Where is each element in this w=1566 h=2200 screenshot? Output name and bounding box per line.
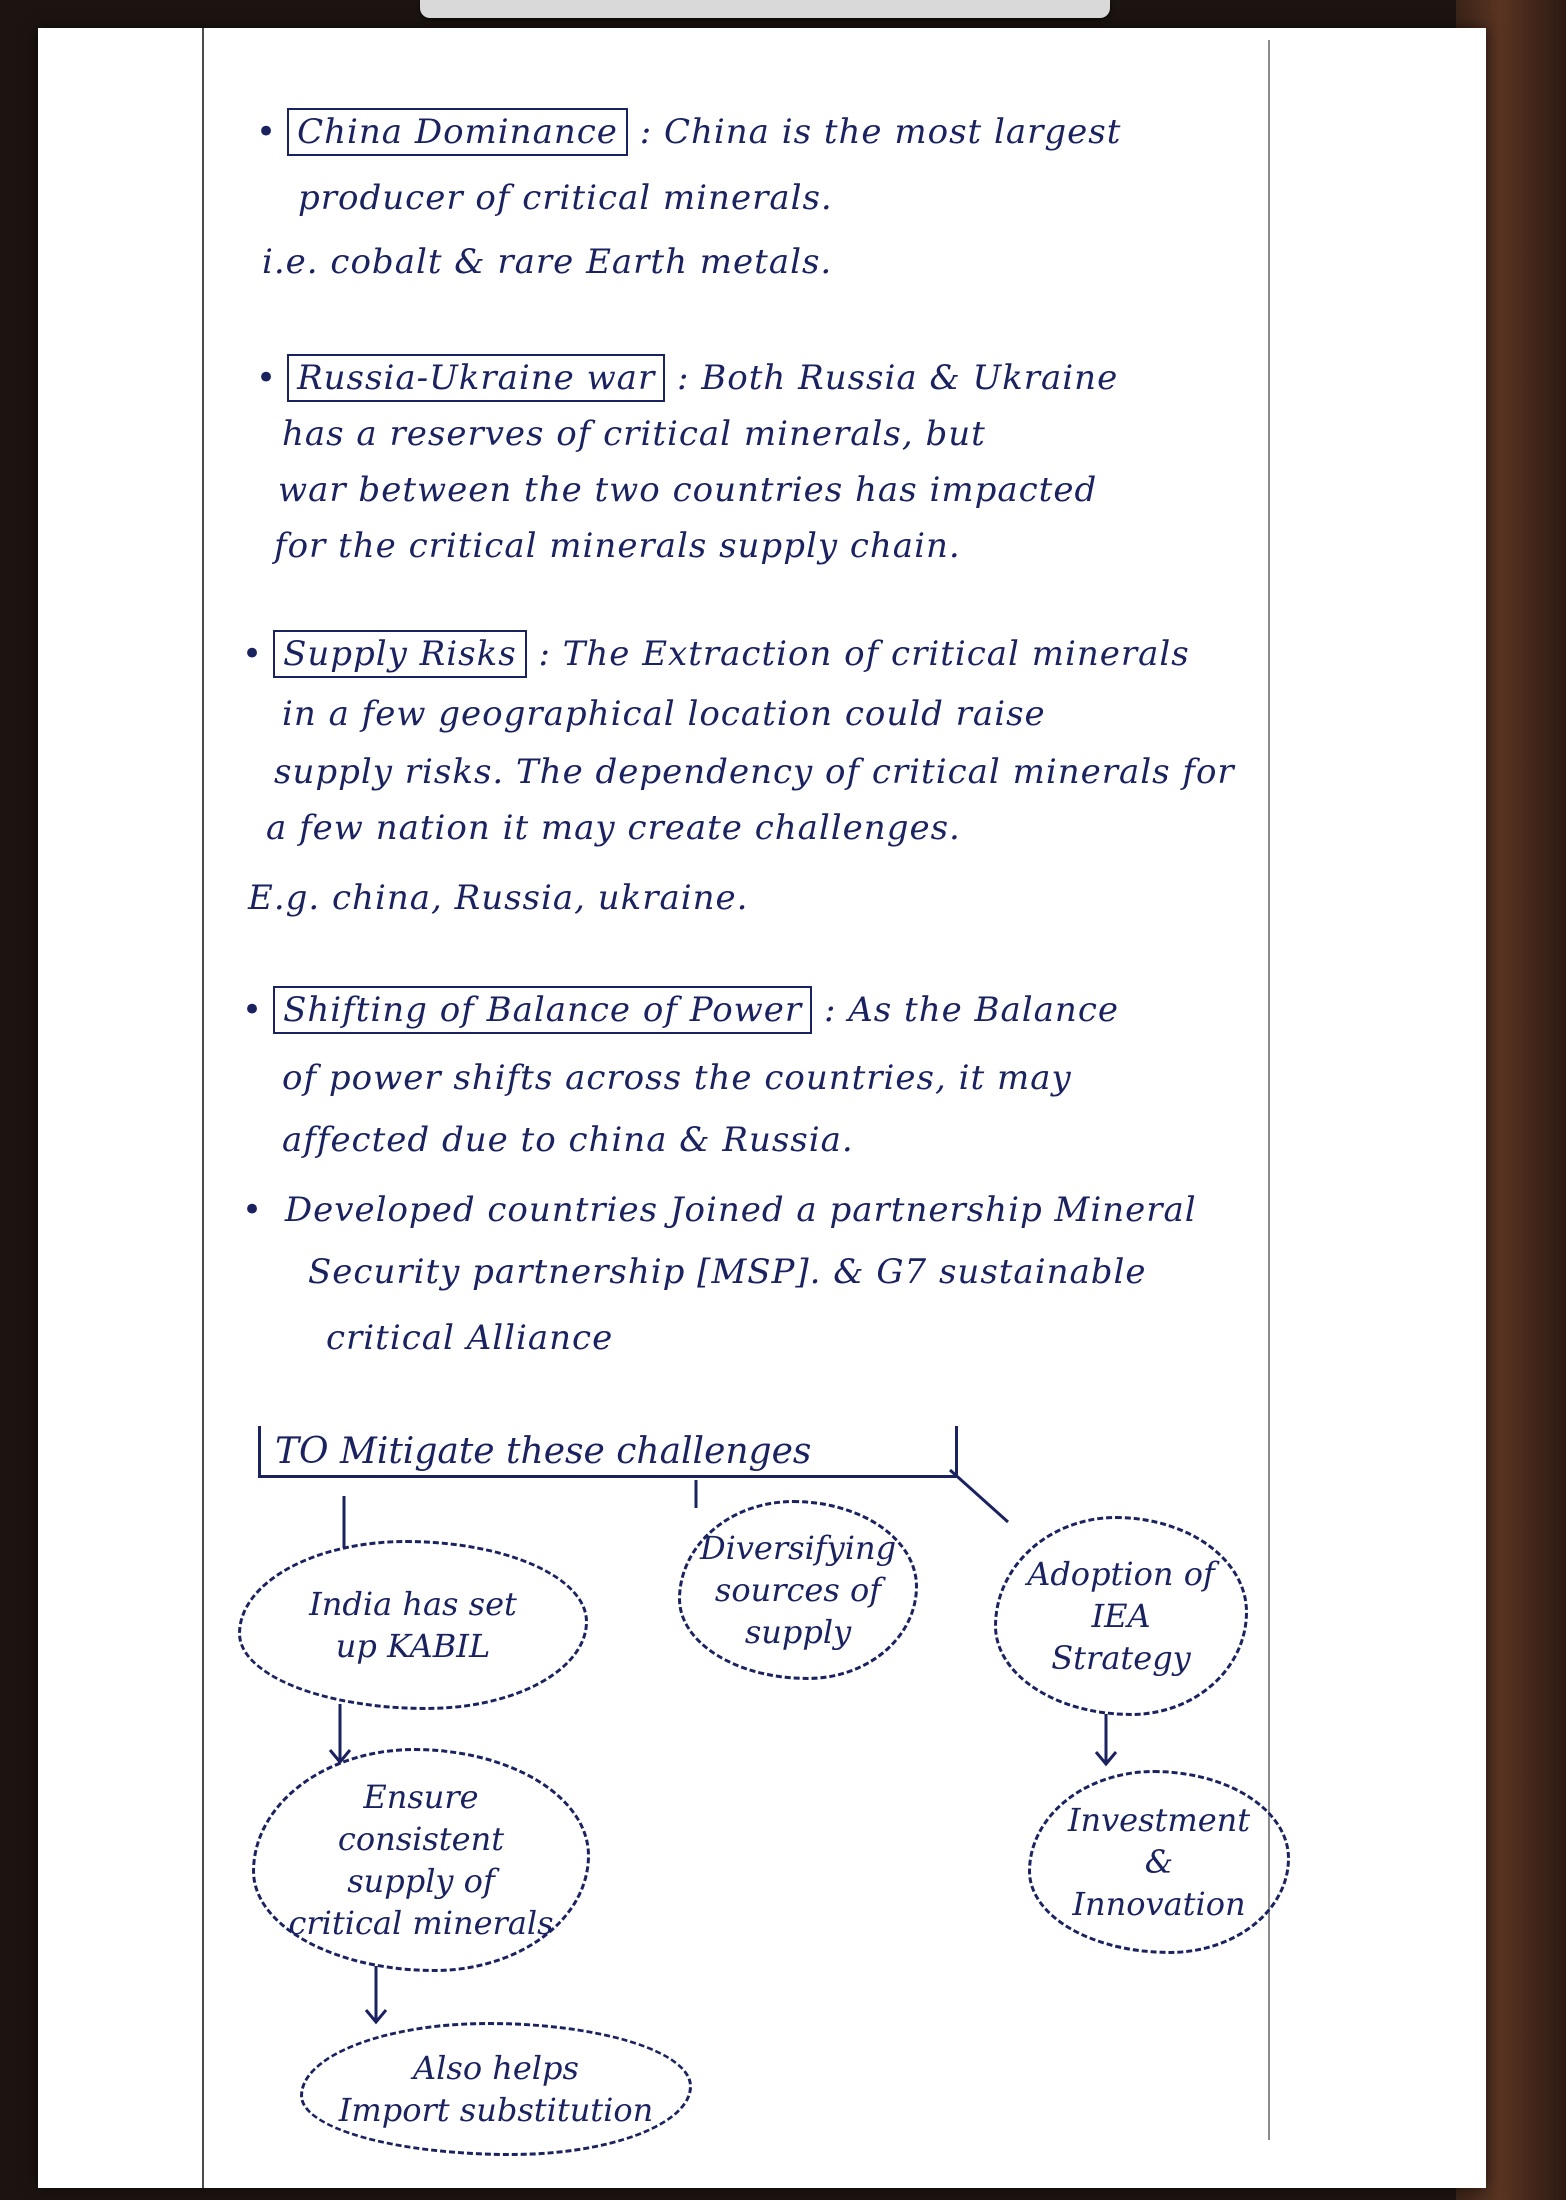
- bullet-icon: •: [242, 1190, 264, 1230]
- section-4-line-3: affected due to china & Russia.: [282, 1120, 854, 1160]
- node-iea: [994, 1516, 1248, 1716]
- section-3-line-4: a few nation it may create challenges.: [266, 808, 961, 848]
- section-3-line-1: [242, 634, 1190, 674]
- left-margin-line: [202, 28, 204, 2188]
- section-5-text-1: Developed countries Joined a partnership Mineral: [284, 1190, 1197, 1230]
- bullet-icon: •: [256, 358, 278, 398]
- section-3-text-1: : The Extraction of critical minerals: [538, 634, 1190, 674]
- node-diversify-text: Diversifying sources of supply: [699, 1529, 897, 1651]
- section-2-text-1: : Both Russia & Ukraine: [677, 358, 1119, 398]
- heading-shifting-balance-of-power: Shifting of Balance of Power: [273, 986, 812, 1034]
- bullet-icon: •: [242, 990, 264, 1030]
- section-4-line-2: of power shifts across the countries, it may: [282, 1058, 1072, 1098]
- section-2-line-4: for the critical minerals supply chain.: [274, 526, 961, 566]
- section-4-line-1: [242, 990, 1119, 1030]
- node-kabil-text: India has set up KABIL: [309, 1585, 517, 1665]
- node-kabil: [238, 1540, 588, 1710]
- node-invest: [1028, 1770, 1290, 1954]
- section-2-line-1: [256, 358, 1118, 398]
- flowchart-title: TO Mitigate these challenges: [258, 1426, 958, 1478]
- section-3-line-5: E.g. china, Russia, ukraine.: [248, 878, 749, 918]
- node-iea-text: Adoption of IEA Strategy: [1027, 1555, 1215, 1677]
- section-1-text-1: : China is the most largest: [639, 112, 1122, 152]
- node-invest-text: Investment & Innovation: [1067, 1801, 1251, 1923]
- node-ensure-text: Ensure consistent supply of critical minerals: [288, 1778, 554, 1942]
- section-1-line-2: producer of critical minerals.: [298, 178, 833, 218]
- section-1-line-1: [256, 112, 1121, 152]
- section-4-text-1: : As the Balance: [823, 990, 1119, 1030]
- heading-russia-ukraine-war: Russia-Ukraine war: [287, 354, 665, 402]
- section-2-line-3: war between the two countries has impacted: [278, 470, 1098, 510]
- node-import-text: Also helps Import substitution: [338, 2049, 654, 2129]
- node-ensure: [252, 1748, 590, 1972]
- section-5-line-1: [242, 1190, 1197, 1230]
- section-3-line-3: supply risks. The dependency of critical minerals for: [274, 752, 1235, 792]
- section-3-line-2: in a few geographical location could raise: [282, 694, 1046, 734]
- section-5-line-3: critical Alliance: [326, 1318, 614, 1358]
- heading-supply-risks: Supply Risks: [273, 630, 527, 678]
- clipboard-clip: [420, 0, 1110, 18]
- bullet-icon: •: [256, 112, 278, 152]
- section-2-line-2: has a reserves of critical minerals, but: [282, 414, 986, 454]
- node-diversify: [678, 1500, 918, 1680]
- bullet-icon: •: [242, 634, 264, 674]
- node-import: [300, 2022, 692, 2156]
- section-5-line-2: Security partnership [MSP]. & G7 sustainable: [308, 1252, 1147, 1292]
- section-1-line-3: i.e. cobalt & rare Earth metals.: [262, 242, 833, 282]
- heading-china-dominance: China Dominance: [287, 108, 628, 156]
